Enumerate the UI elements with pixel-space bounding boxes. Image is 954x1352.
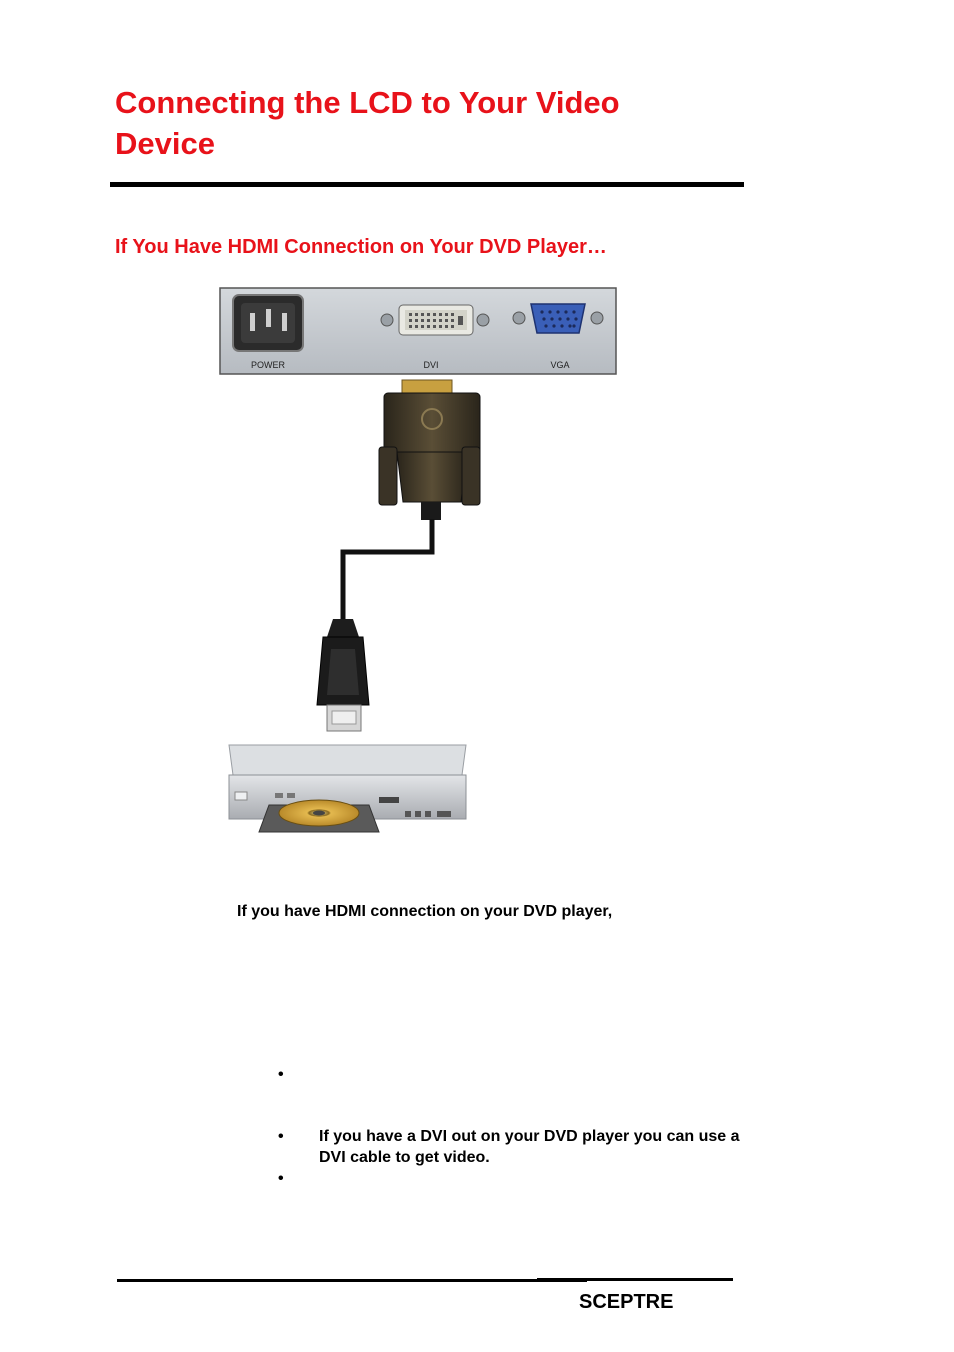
dvi-connector (379, 380, 480, 520)
brand-name: SCEPTRE (579, 1291, 674, 1313)
page-title: Connecting the LCD to Your Video Device (115, 85, 620, 161)
footer-divider (117, 1279, 587, 1282)
dvi-label: DVI (423, 360, 439, 370)
bullet-dot-icon: • (278, 1128, 284, 1145)
bullet-dot-icon: • (278, 1066, 284, 1083)
rear-panel (220, 288, 616, 374)
hdmi-connection-figure (219, 287, 619, 852)
section-heading: If You Have HDMI Connection on Your DVD Player… (115, 236, 607, 258)
cable (343, 519, 432, 622)
hdmi-connector (317, 619, 369, 731)
figure-caption: If you have HDMI connection on your DVD player, (237, 903, 613, 920)
power-socket (233, 295, 303, 351)
footer-divider-accent (537, 1278, 733, 1281)
power-label: POWER (250, 360, 286, 370)
bullet-dot-icon: • (278, 1170, 284, 1187)
dvd-player (229, 745, 466, 832)
connection-diagram (219, 287, 619, 852)
title-divider (110, 182, 744, 187)
list-item-text: If you have a DVI out on your DVD player you can use a DVI cable to get video. (319, 1128, 740, 1166)
vga-label: VGA (550, 360, 570, 370)
